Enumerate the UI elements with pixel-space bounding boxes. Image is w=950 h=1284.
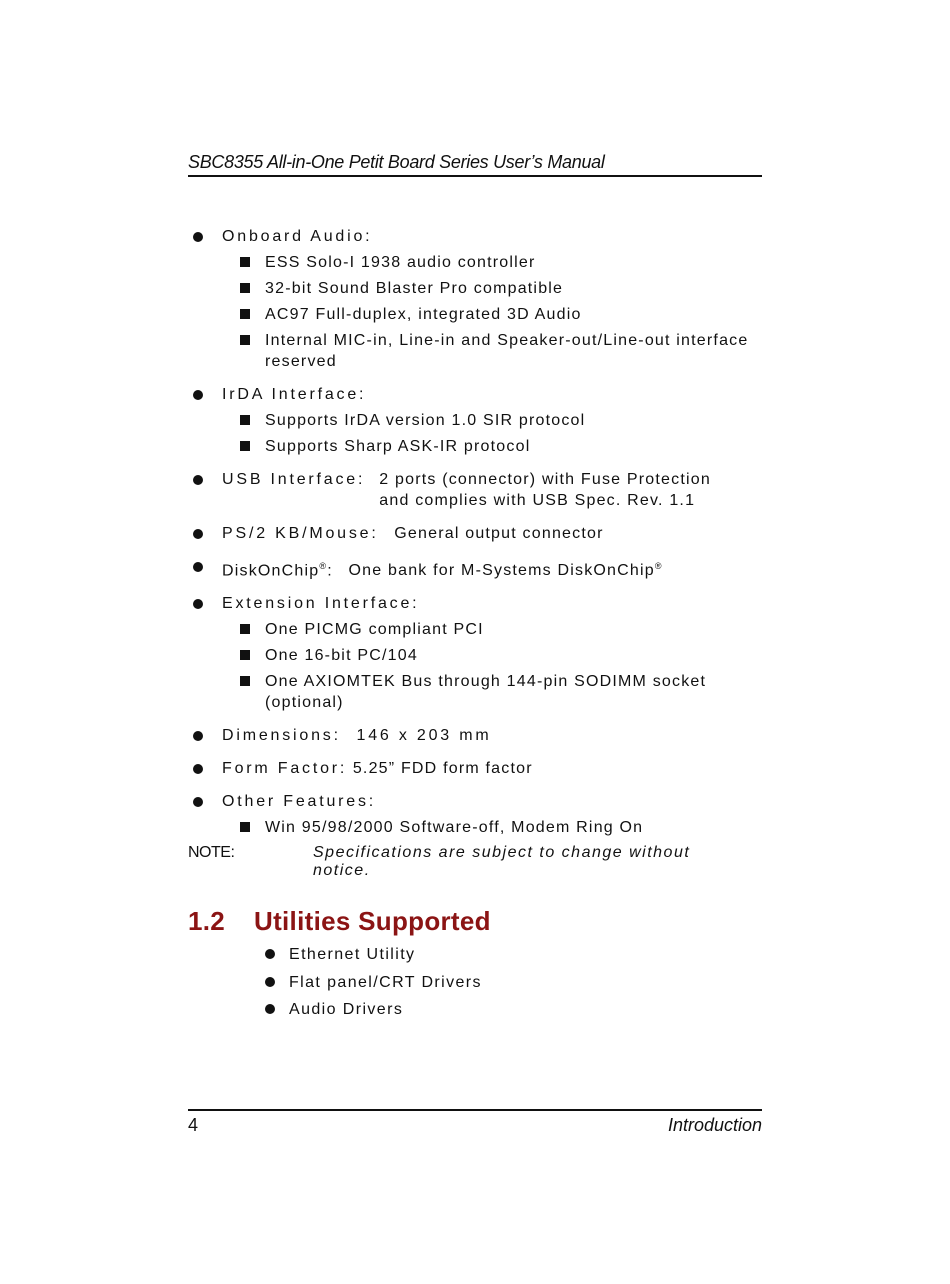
feature-label: PS/2 KB/Mouse: bbox=[222, 525, 379, 542]
list-item: Win 95/98/2000 Software-off, Modem Ring On bbox=[265, 817, 762, 838]
square-bullet-icon bbox=[240, 822, 250, 832]
note-label: NOTE: bbox=[188, 844, 235, 862]
square-bullet-icon bbox=[240, 335, 250, 345]
square-bullet-icon bbox=[240, 650, 250, 660]
registered-mark: ® bbox=[654, 561, 663, 571]
list-item: Ethernet Utility bbox=[264, 944, 482, 965]
square-bullet-icon bbox=[240, 441, 250, 451]
bullet-icon bbox=[193, 731, 203, 741]
registered-mark: ® bbox=[319, 561, 328, 571]
utilities-list bbox=[264, 944, 482, 1027]
bullet-icon bbox=[193, 764, 203, 774]
bullet-icon bbox=[193, 562, 203, 572]
square-bullet-icon bbox=[240, 676, 250, 686]
bullet-icon bbox=[193, 232, 203, 242]
running-header: SBC8355 All-in-One Petit Board Series User’s Manual bbox=[188, 152, 762, 177]
list-item: One AXIOMTEK Bus through 144-pin SODIMM socket (optional) bbox=[265, 671, 762, 713]
audio-sublist bbox=[222, 252, 762, 372]
list-item: Audio Drivers bbox=[264, 999, 482, 1020]
feature-extension bbox=[188, 593, 762, 713]
feature-label: Other Features: bbox=[222, 793, 377, 811]
feature-value: 5.25” FDD form factor bbox=[352, 760, 533, 778]
section-number: 1.2 bbox=[188, 906, 226, 936]
list-item: Internal MIC-in, Line-in and Speaker-out/Line-out interface reserved bbox=[265, 330, 762, 372]
list-item: One PICMG compliant PCI bbox=[265, 619, 762, 640]
section-heading bbox=[188, 906, 491, 937]
feature-list bbox=[188, 226, 762, 880]
square-bullet-icon bbox=[240, 624, 250, 634]
feature-label: USB Interface: bbox=[222, 471, 366, 488]
feature-label: Form Factor: bbox=[222, 760, 348, 778]
feature-value: General output connector bbox=[394, 525, 604, 542]
bullet-icon bbox=[193, 797, 203, 807]
feature-form-factor bbox=[188, 758, 762, 779]
feature-label: Dimensions: bbox=[222, 727, 341, 745]
bullet-icon bbox=[193, 599, 203, 609]
extension-sublist bbox=[222, 619, 762, 713]
square-bullet-icon bbox=[240, 415, 250, 425]
page-footer bbox=[188, 1109, 762, 1136]
list-item: Flat panel/CRT Drivers bbox=[264, 972, 482, 993]
square-bullet-icon bbox=[240, 283, 250, 293]
feature-label: Extension Interface: bbox=[222, 595, 420, 613]
feature-diskonchip: DiskOnChip®: One bank for M-Systems DiskOnChip® bbox=[188, 556, 762, 581]
feature-label: DiskOnChip bbox=[222, 562, 320, 580]
feature-other bbox=[188, 791, 762, 838]
feature-value: One bank for M-Systems DiskOnChip bbox=[348, 562, 655, 580]
feature-value: and complies with USB Spec. Rev. 1.1 bbox=[379, 492, 696, 509]
feature-onboard-audio bbox=[188, 226, 762, 372]
footer-section-name: Introduction bbox=[667, 1115, 762, 1135]
bullet-icon bbox=[193, 529, 203, 539]
square-bullet-icon bbox=[240, 257, 250, 267]
feature-value: 2 ports (connector) with Fuse Protection bbox=[379, 471, 711, 488]
bullet-icon bbox=[265, 949, 275, 959]
section-title: Utilities Supported bbox=[254, 906, 491, 936]
feature-irda bbox=[188, 384, 762, 457]
feature-usb bbox=[188, 469, 762, 511]
other-sublist bbox=[222, 817, 762, 838]
note-text: Specifications are subject to change without notice. bbox=[313, 844, 691, 880]
page-number: 4 bbox=[188, 1115, 199, 1135]
list-item: AC97 Full-duplex, integrated 3D Audio bbox=[265, 304, 762, 325]
bullet-icon bbox=[265, 977, 275, 987]
bullet-icon bbox=[265, 1004, 275, 1014]
list-item: One 16-bit PC/104 bbox=[265, 645, 762, 666]
note-block bbox=[188, 844, 762, 880]
feature-ps2 bbox=[188, 523, 762, 544]
feature-label: Onboard Audio: bbox=[222, 228, 373, 245]
feature-dimensions bbox=[188, 725, 762, 746]
bullet-icon bbox=[193, 390, 203, 400]
square-bullet-icon bbox=[240, 309, 250, 319]
bullet-icon bbox=[193, 475, 203, 485]
list-item: Supports Sharp ASK-IR protocol bbox=[265, 436, 762, 457]
feature-value: 146 x 203 mm bbox=[356, 727, 492, 745]
list-item: 32-bit Sound Blaster Pro compatible bbox=[265, 278, 762, 299]
feature-label: IrDA Interface: bbox=[222, 386, 367, 403]
list-item: ESS Solo-I 1938 audio controller bbox=[265, 252, 762, 273]
irda-sublist bbox=[222, 410, 762, 457]
list-item: Supports IrDA version 1.0 SIR protocol bbox=[265, 410, 762, 431]
